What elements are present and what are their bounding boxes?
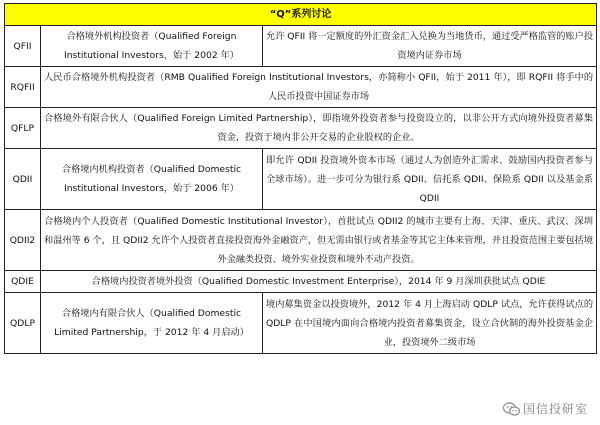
table-row-qdlp <box>5 293 597 354</box>
watermark <box>503 400 588 417</box>
row-description: 合格境内个人投资者（Qualified Domestic Institutional Investor），首批试点 QDII2 的城市主要有上海、天津、重庆、武汉、深圳和温州等 6 个，且 QDII2 允许个人投资者直接投资海外金融资产，但无需由银行或者基金等其它主体来管理，并且投资范围主要包括境外金融类投资、境外实业投资和境外不动产投资。 <box>41 210 597 271</box>
row-code: RQFII <box>5 67 41 108</box>
row-name: 合格境内机构投资者（Qualified Domestic Institutional Investors，始于 2006 年） <box>41 149 263 210</box>
row-description: 允许 QFII 将一定额度的外汇资金汇入兑换为当地货币，通过受严格监管的账户投资境内证券市场 <box>263 26 597 67</box>
table-row-rqfii <box>5 67 597 108</box>
table-title: “Q”系列讨论 <box>5 4 597 26</box>
row-description: 即允许 QDII 投资境外资本市场（通过人为创造外汇需求、鼓励国内投资者参与全球市场）。进一步可分为银行系 QDII、信托系 QDII、保险系 QDII 以及基金系 QDII <box>263 149 597 210</box>
table-row-qfii <box>5 26 597 67</box>
row-code: QFII <box>5 26 41 67</box>
table-row-qdii2 <box>5 210 597 271</box>
table-row-qflp <box>5 108 597 149</box>
row-code: QDII2 <box>5 210 41 271</box>
table-row-qdii <box>5 149 597 210</box>
watermark-text: 国信投研室 <box>522 402 588 416</box>
row-code: QFLP <box>5 108 41 149</box>
table-row-qdie <box>5 271 597 293</box>
row-description: 人民币合格境外机构投资者（RMB Qualified Foreign Institutional Investors，亦简称小 QFII，始于 2011 年），即 RQFII 将手中的人民币投资中国证券市场 <box>41 67 597 108</box>
row-name: 合格境内有限合伙人（Qualified Domestic Limited Partnership，于 2012 年 4 月启动） <box>41 293 263 354</box>
row-name: 合格境外机构投资者（Qualified Foreign Institutional Investors，始于 2002 年） <box>41 26 263 67</box>
row-description: 合格境外有限合伙人（Qualified Foreign Limited Partnership），即指境外投资者参与投资设立的，以非公开方式向境外投资者募集资金，投资于境内非公开交易的企业股权的企业。 <box>41 108 597 149</box>
wechat-icon <box>503 402 520 416</box>
row-code: QDII <box>5 149 41 210</box>
row-description: 境内募集资金以投资境外，2012 年 4 月上海启动 QDLP 试点，允许获得试点的 QDLP 在中国境内面向合格境内投资者募集资金，设立合伙制的海外投资基金企业，投资境外二级市场 <box>263 293 597 354</box>
row-code: QDLP <box>5 293 41 354</box>
q-series-table <box>4 3 597 354</box>
table-header-row <box>5 4 597 26</box>
row-code: QDIE <box>5 271 41 293</box>
row-description: 合格境内投资者境外投资（Qualified Domestic Investment Enterprise），2014 年 9 月深圳获批试点 QDIE <box>41 271 597 293</box>
